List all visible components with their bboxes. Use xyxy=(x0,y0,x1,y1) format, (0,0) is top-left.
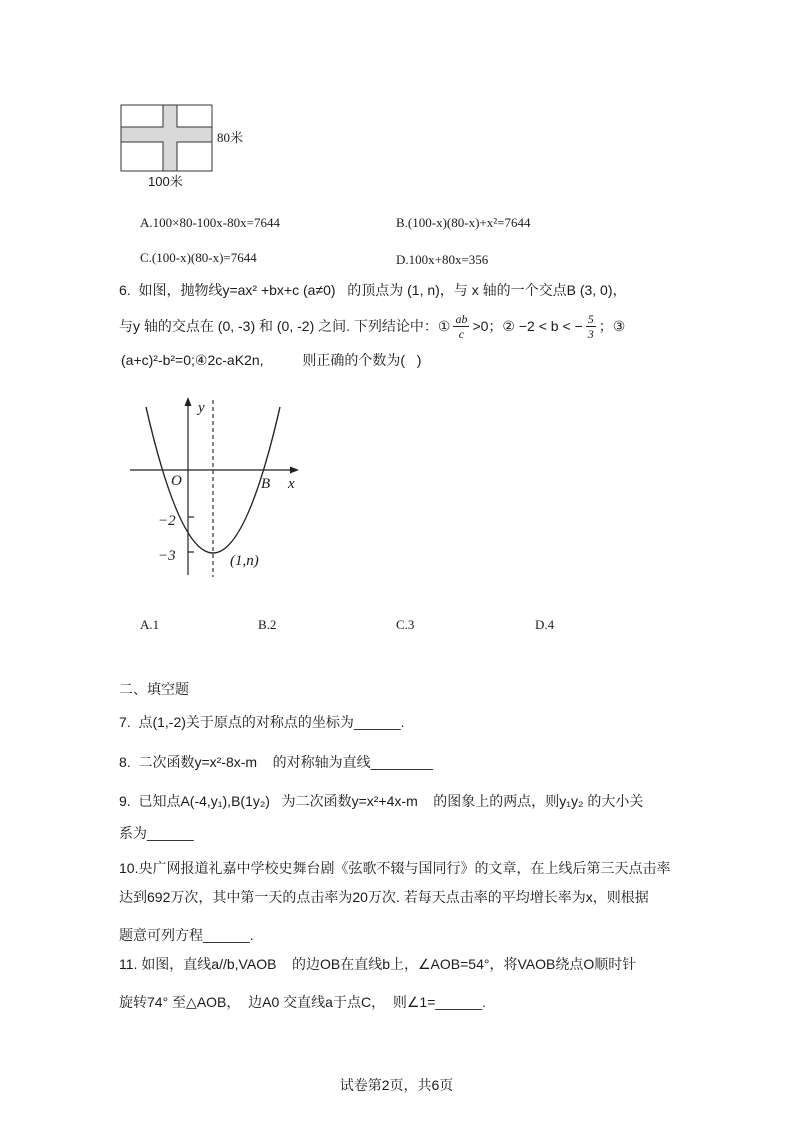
parabola-graph xyxy=(120,395,310,585)
q5-option-c: C.(100-x)(80-x)=7644 xyxy=(140,250,257,265)
page-footer: 试卷第2页，共6页 xyxy=(339,1077,454,1093)
x-axis-arrow xyxy=(290,467,299,474)
q7-line-1: 7. 点(1,-2)关于原点的对称点的坐标为______. xyxy=(119,714,405,730)
q6-line2-start: 与y 轴的交点在 (0, -3) 和 (0, -2) 之间. 下列结论中：① xyxy=(119,318,451,334)
tick-label-minus-2: −2 xyxy=(158,513,176,529)
vertex-label: (1,n) xyxy=(230,553,259,569)
q8-line-1: 8. 二次函数y=x²-8x-m 的对称轴为直线________ xyxy=(119,754,433,770)
road-layout-figure xyxy=(118,102,216,176)
q6-line-2 xyxy=(119,308,625,344)
q9-line-2: 系为______ xyxy=(119,825,194,841)
origin-label: O xyxy=(171,473,182,489)
point-b-label: B xyxy=(261,476,271,492)
fraction-ab-over-c xyxy=(453,312,469,341)
q6-option-a: A.1 xyxy=(140,617,160,632)
q6-option-d: D.4 xyxy=(535,617,555,632)
q5-option-b: B.(100-x)(80-x)+x²=7644 xyxy=(396,215,531,230)
fraction-numerator: ab xyxy=(455,311,468,326)
plot-bottom-left xyxy=(121,142,163,171)
q10-line-1: 10.央广网报道礼嘉中学校史舞台剧《弦歌不辍与国同行》的文章，在上线后第三天点击率 xyxy=(119,860,671,876)
x-axis-label: x xyxy=(288,476,295,492)
fraction-numerator: 5 xyxy=(587,311,594,326)
q6-line2-middle: >0；② −2 < b < − xyxy=(472,318,583,334)
figure-length-label: 100米 xyxy=(148,174,183,189)
y-axis-arrow xyxy=(185,397,192,406)
q5-option-a: A.100×80-100x-80x=7644 xyxy=(140,215,280,230)
plot-top-right xyxy=(177,105,212,127)
q11-line-1: 11. 如图，直线a//b,VAOB 的边OB在直线b上，∠AOB=54°，将VAOB绕点O顺时针 xyxy=(119,956,637,972)
q6-line2-end: ；③ xyxy=(598,318,626,334)
q11-line-2: 旋转74° 至△AOB， 边A0 交直线a于点C， 则∠1=______. xyxy=(119,994,486,1010)
q10-line-2: 达到692万次，其中第一天的点击率为20万次. 若每天点击率的平均增长率为x，则根据 xyxy=(119,889,649,905)
plot-top-left xyxy=(121,105,163,127)
q10-line-3: 题意可列方程______. xyxy=(119,927,254,943)
y-axis-label: y xyxy=(198,400,205,416)
q6-line-1: 6. 如图，抛物线y=ax² +bx+c (a≠0) 的顶点为 (1, n)，与 x 轴的一个交点B (3, 0)， xyxy=(119,282,627,298)
fraction-denominator: 3 xyxy=(587,326,594,341)
q6-option-c: C.3 xyxy=(396,617,415,632)
plot-bottom-right xyxy=(177,142,212,171)
fraction-five-thirds xyxy=(586,312,596,341)
q9-line-1: 9. 已知点A(-4,y₁),B(1y₂) 为二次函数y=x²+4x-m 的图象上的两点，则y₁y₂ 的大小关 xyxy=(119,793,644,809)
q5-option-d: D.100x+80x=356 xyxy=(396,252,489,267)
q6-option-b: B.2 xyxy=(258,617,277,632)
figure-width-label: 80米 xyxy=(217,130,244,145)
q6-line-3: (a+c)²-b²=0;④2c-aK2n, 则正确的个数为( ) xyxy=(121,352,422,368)
section-title: 二、填空题 xyxy=(119,681,189,697)
fraction-denominator: c xyxy=(458,326,465,341)
tick-label-minus-3: −3 xyxy=(158,548,176,564)
